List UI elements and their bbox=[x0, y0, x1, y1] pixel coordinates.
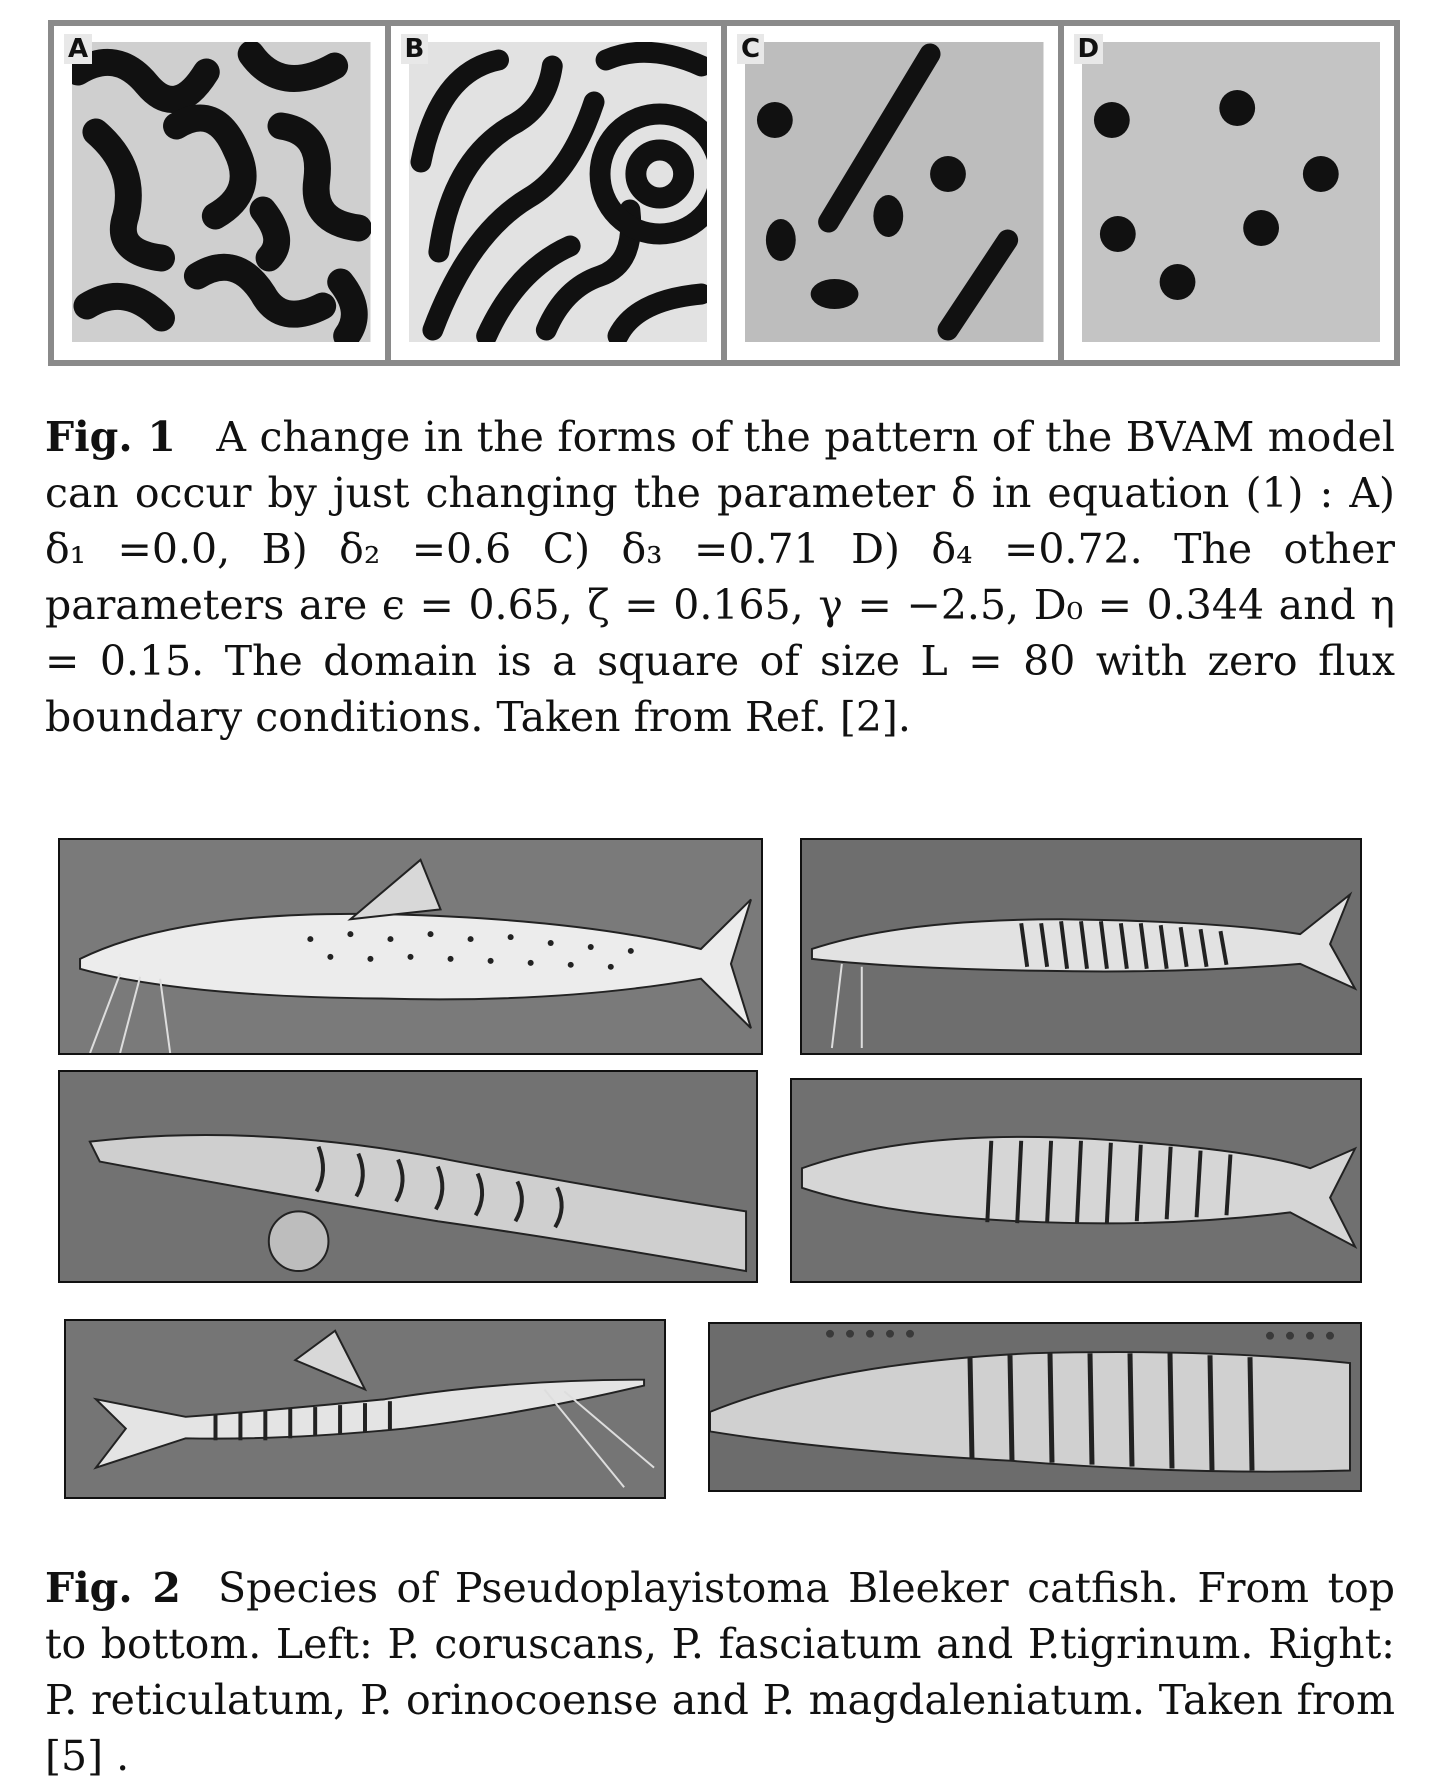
panel-c-label: C bbox=[737, 34, 764, 64]
panel-c-spot-stripe-pattern bbox=[745, 42, 1044, 342]
figure-1-caption-text: A change in the forms of the pattern of the BVAM model can occur by just changing the parameter δ in equation (1) : A) δ₁ =0.0, B) δ₂ =0.6 C) δ₃ =0.71 D) δ₄ =0.72. The other parameters are ϵ = 0.65, ζ = 0.165, γ = −2.5, D₀ = 0.344 and η = 0.15. The domain is a square of size L = 80 with zero flux boundary conditions. Taken from Ref. [2]. bbox=[45, 413, 1395, 741]
catfish-photo-p-magdaleniatum bbox=[708, 1322, 1362, 1492]
panel-a-frame bbox=[54, 26, 391, 360]
catfish-photo-p-fasciatum bbox=[58, 1070, 758, 1283]
panel-b-stripe-pattern bbox=[409, 42, 708, 342]
figure-1-panels bbox=[48, 20, 1400, 366]
panel-c-frame bbox=[727, 26, 1064, 360]
panel-d-frame bbox=[1064, 26, 1395, 360]
panel-d-spot-pattern bbox=[1082, 42, 1381, 342]
panel-b-frame bbox=[391, 26, 728, 360]
figure-1-caption bbox=[45, 409, 1395, 745]
figure-2-caption-text: Species of Pseudoplayistoma Bleeker catfish. From top to bottom. Left: P. coruscans, P. fasciatum and P.tigrinum. Right: P. reticulatum, P. orinocoense and P. magdaleniatum. Taken from [5] . bbox=[45, 1564, 1395, 1780]
panel-d-label: D bbox=[1074, 34, 1104, 64]
panel-a-label: A bbox=[64, 34, 92, 64]
catfish-photo-p-coruscans bbox=[58, 838, 763, 1055]
figure-2-caption bbox=[45, 1560, 1395, 1784]
figure-2-caption-label: Fig. 2 bbox=[45, 1564, 181, 1612]
figure-1-caption-label: Fig. 1 bbox=[45, 413, 176, 461]
catfish-photo-p-reticulatum bbox=[800, 838, 1362, 1055]
catfish-photo-p-tigrinum bbox=[64, 1319, 666, 1499]
catfish-photo-p-orinocoense bbox=[790, 1078, 1362, 1283]
panel-b-label: B bbox=[401, 34, 429, 64]
panel-a-labyrinth-pattern bbox=[72, 42, 371, 342]
